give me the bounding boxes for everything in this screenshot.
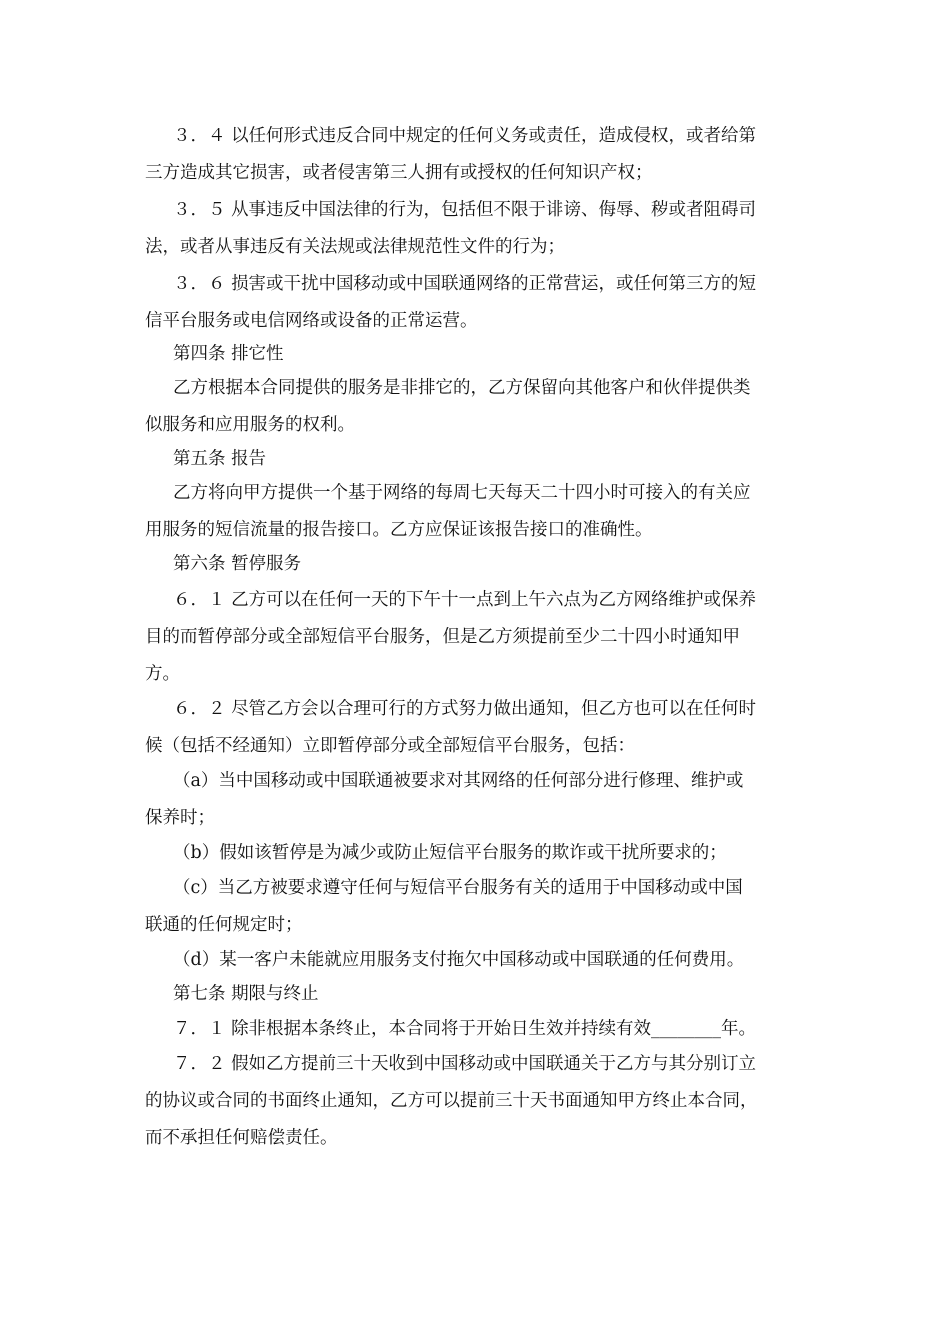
clause-3-6-line-2: 信平台服务或电信网络或设备的正常运营。 <box>145 311 478 331</box>
clause-3-6-line-1: ３．６ 损害或干扰中国移动或中国联通网络的正常营运，或任何第三方的短 <box>173 274 757 294</box>
article-5-line-1: 乙方将向甲方提供一个基于网络的每周七天每天二十四小时可接入的有关应 <box>173 483 751 503</box>
clause-7-1: ７．１ 除非根据本条终止，本合同将于开始日生效并持续有效________年。 <box>173 1019 757 1039</box>
clause-7-2-line-3: 而不承担任何赔偿责任。 <box>145 1128 338 1148</box>
article-5-heading: 第五条 报告 <box>173 449 267 469</box>
item-a-line-2: 保养时； <box>145 808 215 828</box>
clause-3-5-line-1: ３．５ 从事违反中国法律的行为，包括但不限于诽谤、侮辱、秽或者阻碍司 <box>173 200 757 220</box>
clause-6-1-line-1: ６．１ 乙方可以在任何一天的下午十一点到上午六点为乙方网络维护或保养 <box>173 590 757 610</box>
clause-3-4-line-1: ３．４ 以任何形式违反合同中规定的任何义务或责任，造成侵权，或者给第 <box>173 126 757 146</box>
clause-6-2-line-2: 候（包括不经通知）立即暂停部分或全部短信平台服务，包括： <box>145 736 635 756</box>
article-4-heading: 第四条 排它性 <box>173 344 284 364</box>
item-c-line-2: 联通的任何规定时； <box>145 915 303 935</box>
clause-6-2-line-1: ６．２ 尽管乙方会以合理可行的方式努力做出通知，但乙方也可以在任何时 <box>173 699 757 719</box>
item-b: （b）假如该暂停是为减少或防止短信平台服务的欺诈或干扰所要求的； <box>173 843 727 863</box>
clause-7-2-line-1: ７．２ 假如乙方提前三十天收到中国移动或中国联通关于乙方与其分别订立 <box>173 1054 757 1074</box>
clause-6-1-line-3: 方。 <box>145 664 180 684</box>
item-d: （d）某一客户未能就应用服务支付拖欠中国移动或中国联通的任何费用。 <box>173 950 745 970</box>
article-4-line-1: 乙方根据本合同提供的服务是非排它的，乙方保留向其他客户和伙伴提供类 <box>173 378 751 398</box>
article-7-heading: 第七条 期限与终止 <box>173 984 319 1004</box>
item-a-line-1: （a）当中国移动或中国联通被要求对其网络的任何部分进行修理、维护或 <box>173 771 744 791</box>
article-4-line-2: 似服务和应用服务的权利。 <box>145 415 355 435</box>
clause-3-5-line-2: 法，或者从事违反有关法规或法律规范性文件的行为； <box>145 237 565 257</box>
clause-6-1-line-2: 目的而暂停部分或全部短信平台服务，但是乙方须提前至少二十四小时通知甲 <box>145 627 740 647</box>
clause-7-2-line-2: 的协议或合同的书面终止通知，乙方可以提前三十天书面通知甲方终止本合同， <box>145 1091 758 1111</box>
article-5-line-2: 用服务的短信流量的报告接口。乙方应保证该报告接口的准确性。 <box>145 520 653 540</box>
clause-3-4-line-2: 三方造成其它损害，或者侵害第三人拥有或授权的任何知识产权； <box>145 163 653 183</box>
item-c-line-1: （c）当乙方被要求遵守任何与短信平台服务有关的适用于中国移动或中国 <box>173 878 743 898</box>
article-6-heading: 第六条 暂停服务 <box>173 554 302 574</box>
